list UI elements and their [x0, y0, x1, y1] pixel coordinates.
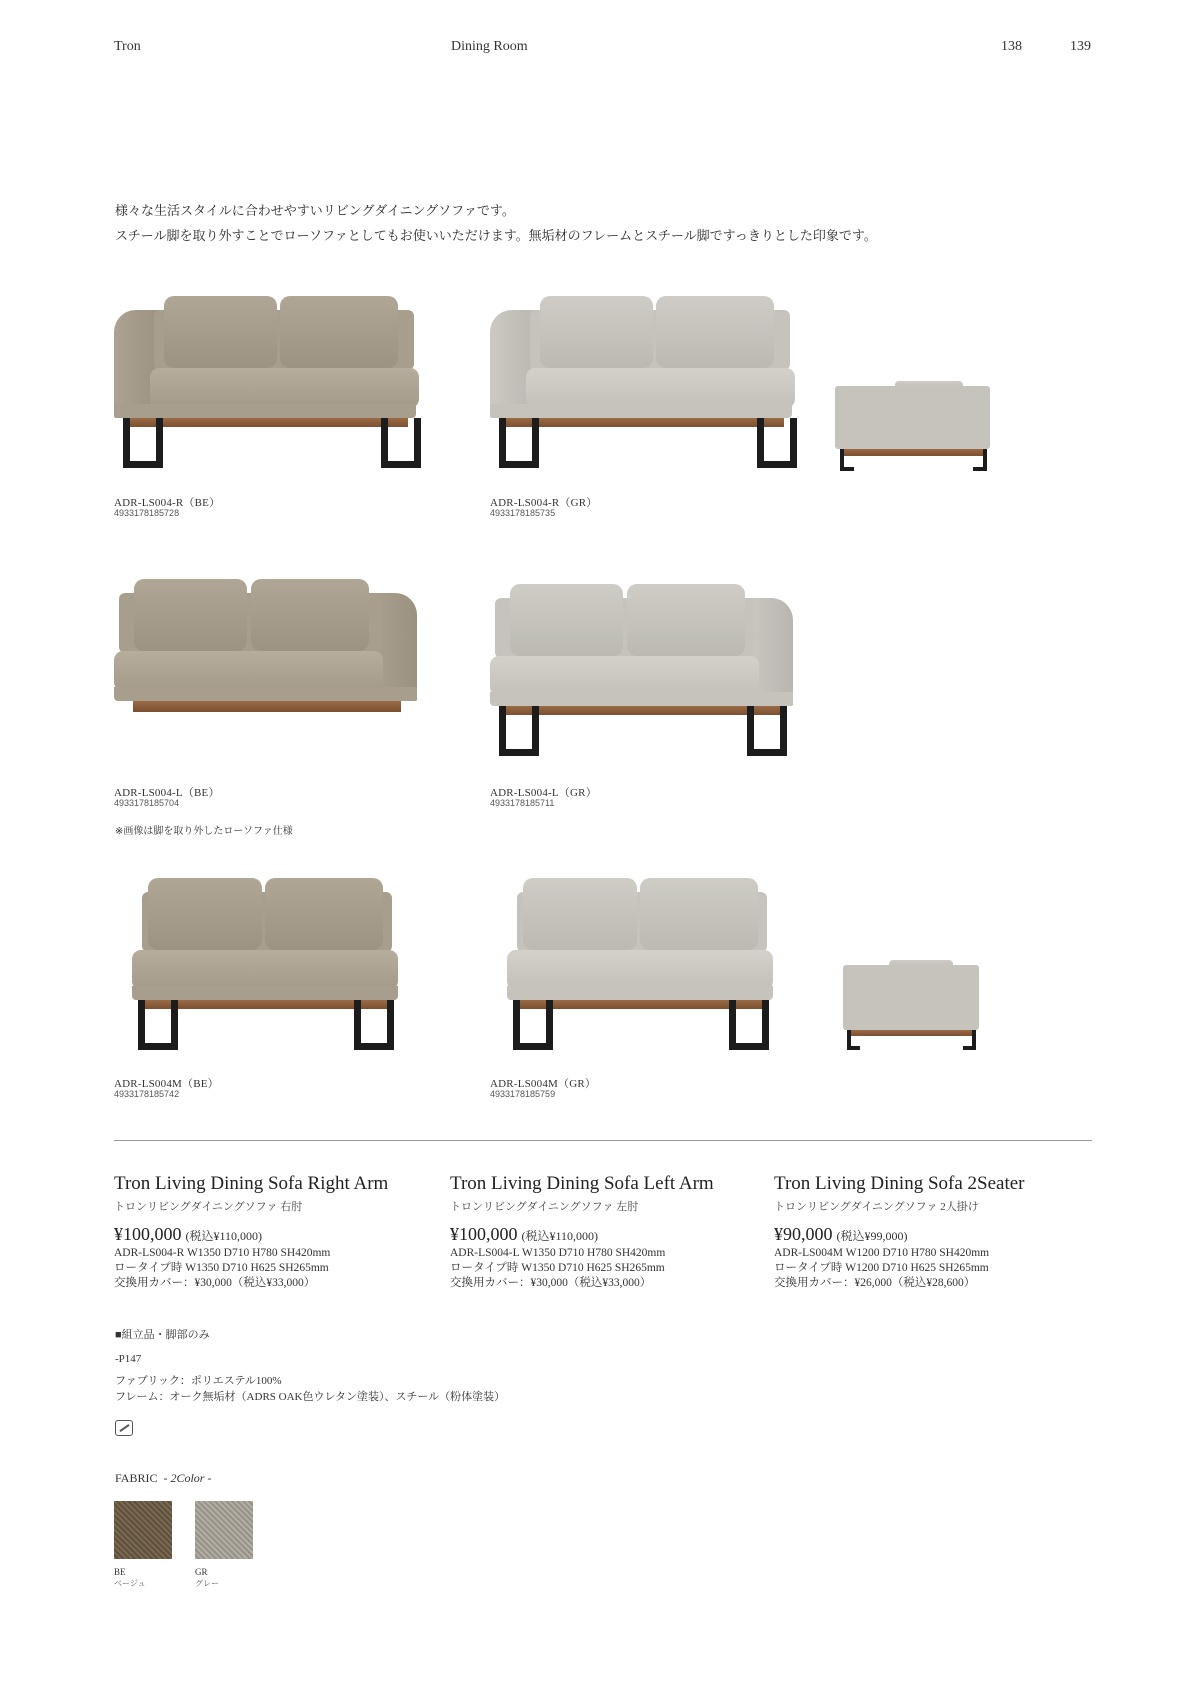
fabric-swatch-gr — [195, 1501, 253, 1559]
swatch-jp-name: グレー — [195, 1579, 219, 1588]
product-tax-price: (税込¥110,000) — [185, 1229, 263, 1243]
variant-jan: 4933178185742 — [114, 1089, 180, 1099]
sofa-base — [114, 404, 416, 418]
image-note: ※画像は脚を取り外したローソファ仕様 — [115, 826, 293, 837]
product-tax-price: (税込¥110,000) — [521, 1229, 599, 1243]
brand-label: Tron — [114, 39, 141, 54]
sofa-seat — [526, 368, 795, 408]
assembly-icon — [115, 1420, 133, 1436]
variant-code: ADR-LS004M（BE） — [114, 1078, 219, 1090]
page-number-left: 138 — [1001, 39, 1022, 54]
swatch-code: BE — [114, 1567, 126, 1577]
sofa-cushion — [656, 296, 774, 368]
swatch-label-gr — [195, 1567, 219, 1589]
sofa-cushion — [148, 878, 262, 950]
sofa-wood-frame — [500, 418, 784, 427]
product-cover-price: 交換用カバー：¥30,000（税込¥33,000） — [450, 1277, 652, 1289]
product-spec: ADR-LS004-L W1350 D710 H780 SH420mm — [450, 1247, 666, 1259]
swatch-label-be — [114, 1567, 146, 1589]
sofa-image-side-view-gr — [835, 381, 993, 471]
product-spec-low: ロータイプ時 W1350 D710 H625 SH265mm — [114, 1262, 329, 1274]
sofa-cushion — [523, 878, 637, 950]
sofa-cushion — [510, 584, 623, 656]
product-price: ¥90,000 — [774, 1224, 833, 1244]
sofa-steel-leg — [747, 706, 787, 756]
sofa-steel-leg — [381, 418, 421, 468]
sofa-wood-frame — [133, 701, 401, 712]
product-price-row — [774, 1224, 1025, 1246]
product-name: Tron Living Dining Sofa 2Seater — [774, 1173, 1025, 1194]
sofa-base — [507, 986, 773, 1000]
material-frame: フレーム：オーク無垢材（ADRS OAK色ウレタン塗装）、スチール（粉体塗装） — [115, 1391, 506, 1403]
sofa-wood-frame — [124, 418, 408, 427]
sofa-image-left-arm-be — [114, 579, 419, 714]
sofa-base — [490, 404, 792, 418]
sofa-steel-leg — [138, 1000, 178, 1050]
divider — [114, 1140, 1092, 1141]
product-spec: ADR-LS004M W1200 D710 H780 SH420mm — [774, 1247, 990, 1259]
fabric-color-count: - 2Color - — [163, 1471, 212, 1485]
product-tax-price: (税込¥99,000) — [836, 1229, 908, 1243]
variant-code: ADR-LS004M（GR） — [490, 1078, 597, 1090]
sofa-steel-leg — [513, 1000, 553, 1050]
sofa-steel-leg — [973, 449, 987, 471]
product-price-row — [450, 1224, 714, 1246]
fabric-title — [115, 1471, 211, 1486]
variant-jan: 4933178185704 — [114, 798, 180, 808]
sofa-steel-leg — [499, 706, 539, 756]
sofa-wood-frame — [848, 1030, 974, 1036]
sofa-cushion — [280, 296, 398, 368]
product-name: Tron Living Dining Sofa Right Arm — [114, 1173, 389, 1194]
sofa-seat — [132, 950, 398, 990]
product-spec: ADR-LS004-R W1350 D710 H780 SH420mm — [114, 1247, 331, 1259]
variant-code: ADR-LS004-L（GR） — [490, 787, 597, 799]
sofa-steel-leg — [847, 1030, 860, 1050]
sofa-image-2seater-be — [132, 878, 400, 1050]
sofa-cushion — [265, 878, 383, 950]
sofa-image-right-arm-be — [114, 296, 419, 468]
sofa-steel-leg — [963, 1030, 976, 1050]
sofa-body — [835, 386, 990, 449]
variant-jan: 4933178185728 — [114, 508, 180, 518]
section-label: Dining Room — [451, 39, 528, 54]
sofa-image-side-view-gr-2 — [843, 960, 981, 1050]
sofa-seat — [507, 950, 773, 990]
intro-line-2: スチール脚を取り外すことでローソファとしてもお使いいただけます。無垢材のフレームとスチール脚ですっきりとした印象です。 — [115, 228, 877, 243]
sofa-base — [490, 692, 793, 706]
intro-text — [115, 198, 877, 248]
assembly-note: ■組立品・脚部のみ — [115, 1329, 210, 1341]
sofa-cushion — [540, 296, 653, 368]
sofa-seat — [490, 656, 759, 696]
page-reference: -P147 — [115, 1353, 142, 1365]
sofa-steel-leg — [354, 1000, 394, 1050]
sofa-base — [132, 986, 398, 1000]
sofa-seat — [150, 368, 419, 408]
sofa-image-left-arm-gr — [490, 584, 795, 756]
sofa-seat — [114, 651, 383, 691]
material-fabric: ファブリック：ポリエステル100% — [115, 1375, 282, 1387]
sofa-steel-leg — [499, 418, 539, 468]
sofa-steel-leg — [840, 449, 854, 471]
variant-code: ADR-LS004-L（BE） — [114, 787, 220, 799]
sofa-steel-leg — [757, 418, 797, 468]
sofa-cushion — [640, 878, 758, 950]
sofa-cushion — [134, 579, 247, 651]
sofa-steel-leg — [123, 418, 163, 468]
intro-line-1: 様々な生活スタイルに合わせやすいリビングダイニングソファです。 — [115, 203, 515, 218]
product-name: Tron Living Dining Sofa Left Arm — [450, 1173, 714, 1194]
variant-code: ADR-LS004-R（BE） — [114, 497, 221, 509]
sofa-wood-frame — [500, 706, 784, 715]
product-jp-name: トロンリビングダイニングソファ 2人掛け — [774, 1201, 979, 1213]
product-price: ¥100,000 — [450, 1224, 518, 1244]
swatch-jp-name: ベージュ — [114, 1579, 146, 1588]
fabric-swatch-be — [114, 1501, 172, 1559]
product-spec-low: ロータイプ時 W1200 D710 H625 SH265mm — [774, 1262, 989, 1274]
sofa-image-2seater-gr — [507, 878, 775, 1050]
sofa-cushion — [164, 296, 277, 368]
sofa-body — [843, 965, 979, 1030]
sofa-steel-leg — [729, 1000, 769, 1050]
product-spec-low: ロータイプ時 W1350 D710 H625 SH265mm — [450, 1262, 665, 1274]
product-right-arm — [114, 1172, 388, 1291]
product-2seater — [774, 1172, 1025, 1291]
variant-jan: 4933178185759 — [490, 1089, 556, 1099]
product-left-arm — [450, 1172, 714, 1291]
product-price-row — [114, 1224, 388, 1246]
variant-jan: 4933178185711 — [490, 798, 555, 808]
fabric-label: FABRIC — [115, 1471, 158, 1485]
product-cover-price: 交換用カバー：¥30,000（税込¥33,000） — [114, 1277, 316, 1289]
sofa-image-right-arm-gr — [490, 296, 795, 468]
swatch-code: GR — [195, 1567, 208, 1577]
sofa-base — [114, 687, 417, 701]
product-jp-name: トロンリビングダイニングソファ 右肘 — [114, 1201, 303, 1213]
sofa-cushion — [627, 584, 745, 656]
page-number-right: 139 — [1070, 39, 1091, 54]
product-price: ¥100,000 — [114, 1224, 182, 1244]
variant-code: ADR-LS004-R（GR） — [490, 497, 598, 509]
product-cover-price: 交換用カバー：¥26,000（税込¥28,600） — [774, 1277, 976, 1289]
sofa-wood-frame — [841, 449, 984, 456]
variant-jan: 4933178185735 — [490, 508, 556, 518]
sofa-cushion — [251, 579, 369, 651]
product-jp-name: トロンリビングダイニングソファ 左肘 — [450, 1201, 639, 1213]
